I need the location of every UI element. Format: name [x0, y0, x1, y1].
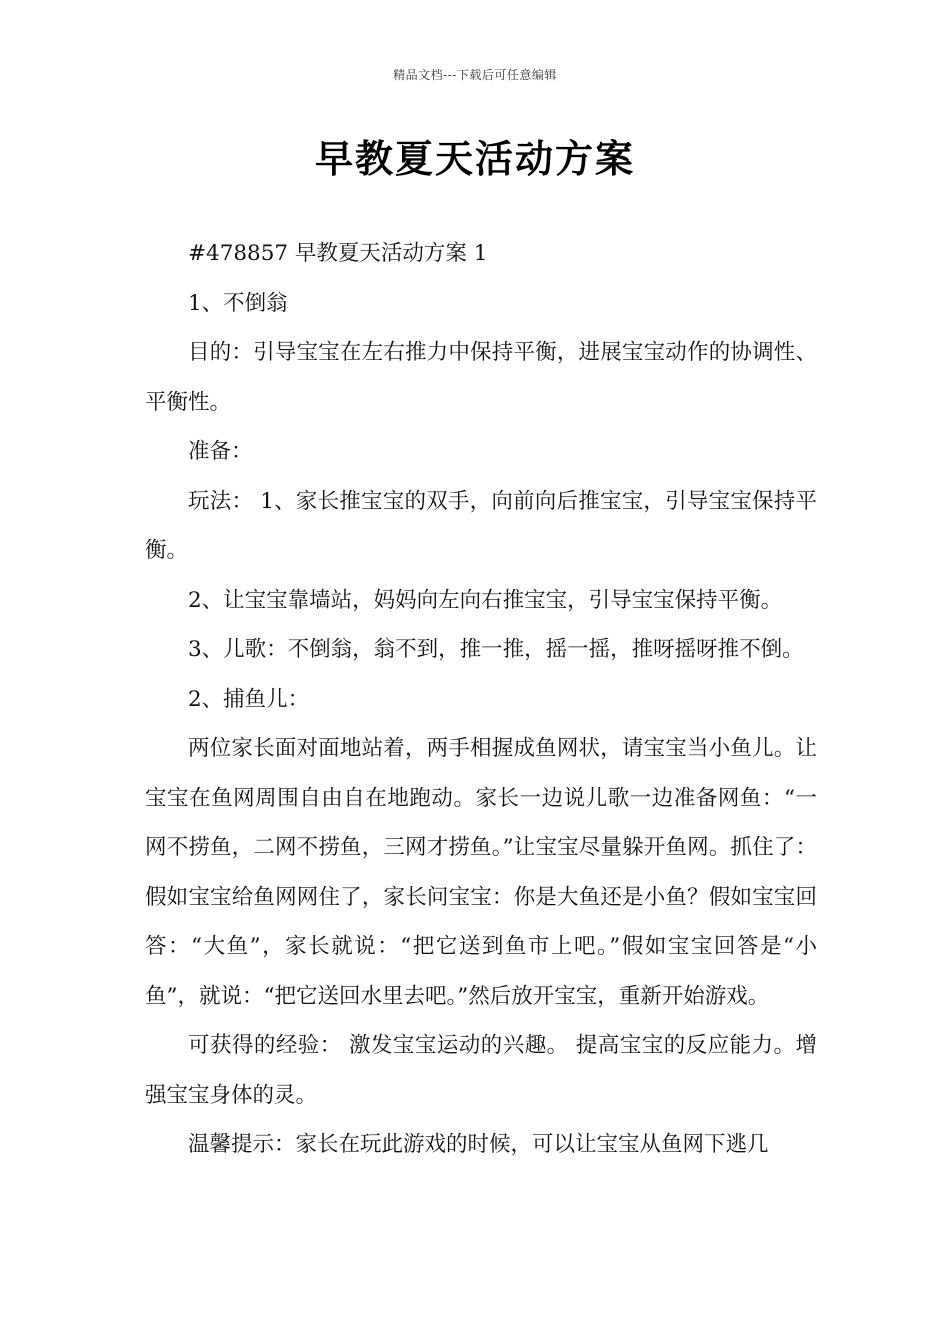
paragraph-plan-heading: #478857 早教夏天活动方案 1 [188, 241, 488, 266]
paragraph-gameplay-1: 玩法： 1、家长推宝宝的双手，向前向后推宝宝，引导宝宝保持平衡。 [145, 488, 817, 563]
paragraph-nursery-rhyme: 3、儿歌：不倒翁，翁不到，推一推，摇一摇，推呀摇呀推不倒。 [188, 637, 804, 662]
paragraph-section-1-title: 1、不倒翁 [188, 290, 288, 316]
paragraph-section-2-title: 2、捕鱼儿： [188, 686, 310, 712]
paragraph-gameplay-2: 2、让宝宝靠墙站，妈妈向左向右推宝宝，引导宝宝保持平衡。 [188, 587, 783, 613]
paragraph-fishing-game: 两位家长面对面地站着，两手相握成鱼网状，请宝宝当小鱼儿。让宝宝在鱼网周围自由自在地跑动。家长一边说儿歌一边准备网鱼：“一网不捞鱼，二网不捞鱼，三网才捞鱼。”让宝宝尽量躲开鱼网。抓住了：假如宝宝给鱼网网住了，家长问宝宝：你是大鱼还是小鱼？假如宝宝回答：“大鱼”，家长就说：“把它送到鱼市上吧。”假如宝宝回答是“小鱼”，就说：“把它送回水里去吧。”然后放开宝宝，重新开始游戏。 [145, 736, 817, 1009]
paragraph-preparation: 准备： [188, 439, 253, 464]
paragraph-tip: 温馨提示：家长在玩此游戏的时候，可以让宝宝从鱼网下逃几 [188, 1132, 769, 1157]
document-body [145, 229, 817, 1170]
paragraph-purpose: 目的：引导宝宝在左右推力中保持平衡，进展宝宝动作的协调性、平衡性。 [145, 340, 817, 415]
paragraph-experience: 可获得的经验： 激发宝宝运动的兴趣。 提高宝宝的反应能力。增强宝宝身体的灵。 [145, 1033, 817, 1108]
document-title: 早教夏天活动方案 [314, 137, 635, 181]
header-note: 精品文档---下载后可任意编辑 [393, 68, 557, 82]
